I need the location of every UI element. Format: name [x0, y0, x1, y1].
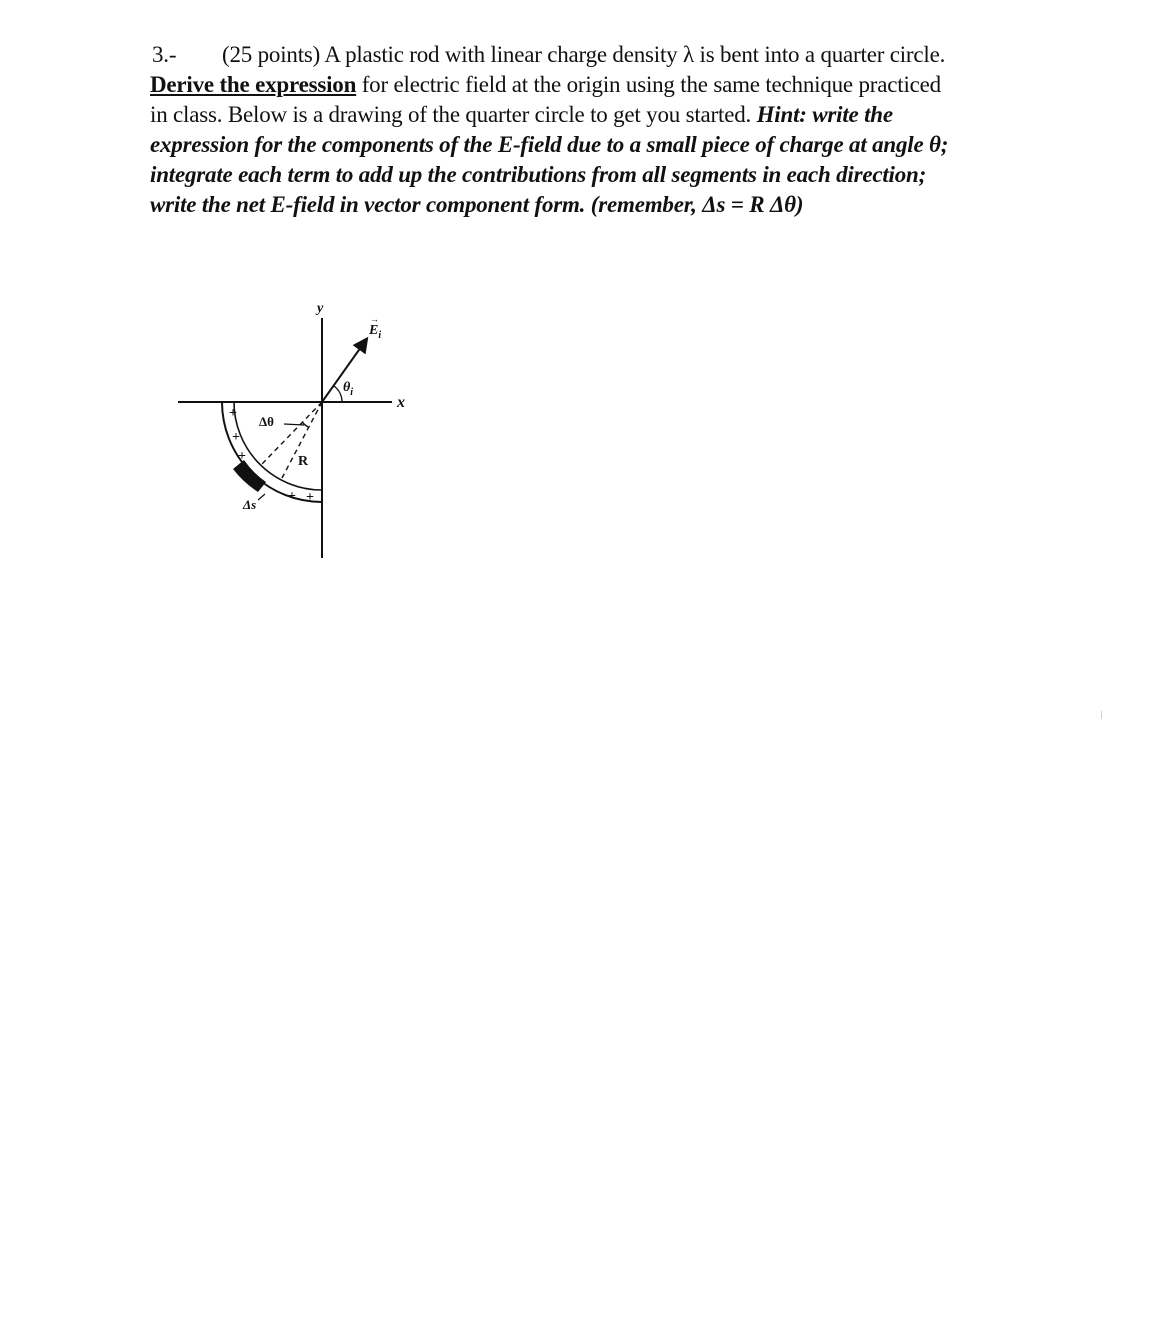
plus-sign: + — [306, 490, 314, 505]
plus-sign: + — [232, 430, 240, 445]
ds-pointer — [258, 494, 265, 500]
problem-line-2-rest: for electric field at the origin using the same technique practiced — [356, 72, 941, 97]
field-label: $E_i$ — [369, 323, 382, 341]
y-axis-label: y — [317, 301, 324, 316]
field-arrow-mark: → — [370, 314, 379, 324]
angle-label: $\theta_i$ — [343, 380, 354, 398]
hint-line-6: write the net E-field in vector component form. (remember, Δs = R Δθ) — [150, 192, 804, 217]
derive-emphasis: Derive the expression — [150, 72, 357, 97]
radius-line-1 — [262, 402, 322, 464]
radius-label: R — [298, 454, 309, 469]
ds-label: Δs — [243, 497, 257, 512]
problem-intro: (25 points) A plastic rod with linear charge density λ is bent into a quarter circle. — [222, 42, 946, 67]
problem-number: 3.- — [152, 42, 177, 67]
plus-sign: + — [251, 471, 259, 486]
hint-line-4: expression for the components of the E-field due to a small piece of charge at angle θ; — [150, 132, 949, 157]
plus-sign: + — [288, 489, 296, 504]
hint-label: Hint: write the — [756, 102, 893, 127]
plus-sign: + — [229, 406, 237, 421]
problem-line-3-text: in class. Below is a drawing of the quarter circle to get you started. — [150, 102, 757, 127]
scan-artifact — [1101, 711, 1102, 719]
angle-arc — [334, 386, 342, 402]
x-axis-label: x — [397, 394, 405, 411]
hint-line-5: integrate each term to add up the contributions from all segments in each direction; — [150, 162, 927, 187]
plus-sign: + — [238, 449, 246, 464]
dtheta-label: Δθ — [259, 414, 274, 429]
